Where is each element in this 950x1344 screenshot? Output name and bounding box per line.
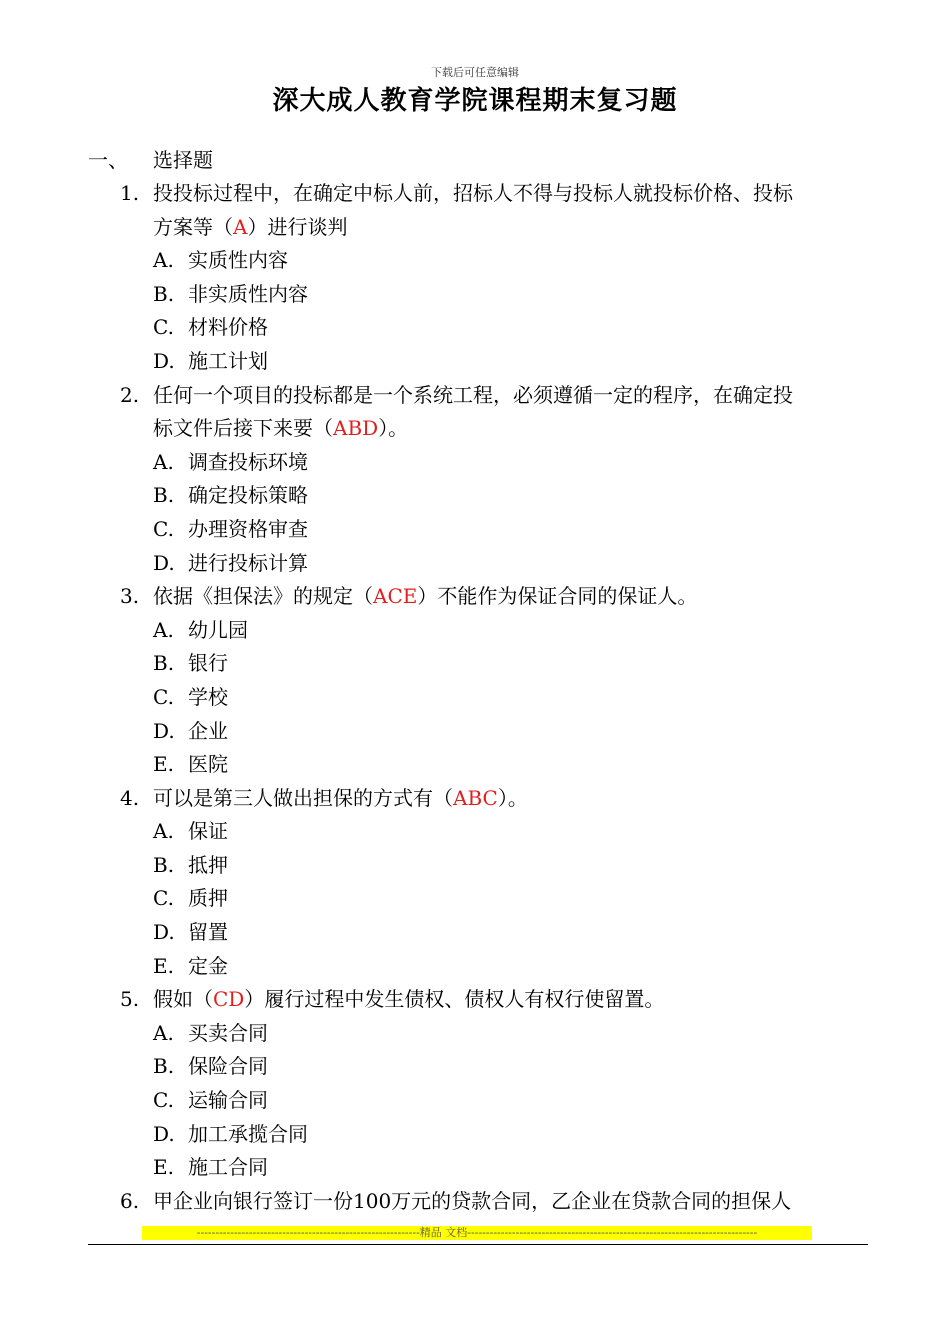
option-letter: B.: [153, 852, 175, 877]
option-text: 办理资格审查: [188, 516, 308, 541]
question-text-pre: 可以是第三人做出担保的方式有（: [153, 785, 453, 810]
option-item: [0, 311, 950, 345]
section-label: 选择题: [153, 148, 213, 172]
option-letter: C.: [153, 684, 174, 709]
option-item: [0, 849, 950, 883]
question-number: 1.: [120, 181, 140, 205]
question-line: [0, 412, 950, 446]
answer-key: ABC: [453, 785, 498, 810]
question-text-pre: 依据《担保法》的规定（: [153, 584, 373, 609]
question-text-post: ）进行谈判: [247, 214, 348, 239]
option-letter: C.: [153, 315, 174, 340]
option-letter: A.: [153, 819, 174, 844]
question-line: [0, 177, 950, 211]
option-item: [0, 882, 950, 916]
option-text: 保险合同: [188, 1054, 268, 1079]
footer-right-dashes: ------------------------------------------------------------------------------: [467, 1226, 758, 1239]
option-item: [0, 647, 950, 681]
option-text: 幼儿园: [188, 617, 248, 642]
option-item: [0, 513, 950, 547]
option-text: 进行投标计算: [188, 550, 308, 575]
question-text-post: ）不能作为保证合同的保证人。: [417, 584, 698, 609]
question-text: [153, 412, 408, 446]
option-text: 保证: [188, 819, 228, 844]
option-text: 医院: [188, 752, 228, 777]
option-text: 银行: [188, 651, 228, 676]
option-text: 确定投标策略: [188, 483, 308, 508]
question-text-pre: 投投标过程中，在确定中标人前，招标人不得与投标人就投标价格、投标: [153, 181, 793, 205]
answer-key: ACE: [373, 584, 418, 609]
footer-left-dashes: ------------------------------------------------------------: [196, 1226, 420, 1239]
question-text: [153, 782, 528, 816]
question-text: [153, 580, 697, 614]
option-item: [0, 614, 950, 648]
option-text: 运输合同: [188, 1088, 268, 1113]
question-number: 2.: [120, 382, 140, 407]
question-text: [153, 983, 664, 1017]
section-heading: [88, 144, 213, 173]
option-letter: C.: [153, 1088, 174, 1113]
option-text: 调查投标环境: [188, 449, 308, 474]
footer-bar: [142, 1226, 812, 1240]
question-number: 4.: [120, 785, 140, 810]
header-note: 下载后可任意编辑: [431, 66, 519, 79]
option-text: 质押: [188, 886, 228, 911]
option-text: 学校: [188, 684, 228, 709]
option-item: [0, 1084, 950, 1118]
option-item: [0, 244, 950, 278]
option-letter: E.: [153, 752, 174, 777]
option-letter: D.: [153, 348, 175, 373]
option-item: [0, 748, 950, 782]
option-item: [0, 278, 950, 312]
option-item: [0, 815, 950, 849]
option-item: [0, 446, 950, 480]
option-letter: B.: [153, 651, 175, 676]
option-item: [0, 950, 950, 984]
page-title: 深大成人教育学院课程期末复习题: [272, 86, 678, 116]
option-text: 企业: [188, 718, 228, 743]
question-line: [0, 782, 950, 816]
option-text: 施工计划: [188, 348, 268, 373]
question-line: [0, 983, 950, 1017]
footer-rule: [88, 1244, 868, 1245]
question-text-post: ）履行过程中发生债权、债权人有权行使留置。: [244, 987, 665, 1012]
answer-key: ABD: [333, 416, 379, 441]
option-text: 加工承揽合同: [188, 1121, 308, 1146]
question-line: [0, 1185, 950, 1219]
question-text-pre: 任何一个项目的投标都是一个系统工程，必须遵循一定的程序，在确定投: [153, 382, 793, 407]
question-list: [0, 177, 950, 1218]
question-number: 5.: [120, 987, 140, 1012]
option-letter: B.: [153, 483, 175, 508]
question-line: [0, 379, 950, 413]
option-item: [0, 479, 950, 513]
option-item: [0, 916, 950, 950]
option-letter: C.: [153, 516, 174, 541]
question-text-pre: 标文件后接下来要（: [153, 416, 333, 441]
option-item: [0, 1118, 950, 1152]
option-text: 施工合同: [188, 1155, 268, 1180]
option-text: 材料价格: [188, 315, 268, 340]
option-letter: A.: [153, 449, 174, 474]
option-item: [0, 345, 950, 379]
option-text: 定金: [188, 953, 228, 978]
question-text-post: ）。: [378, 416, 409, 441]
answer-key: A: [233, 214, 248, 239]
option-letter: A.: [153, 248, 174, 273]
option-letter: D.: [153, 1121, 175, 1146]
option-letter: B.: [153, 281, 175, 306]
option-letter: E.: [153, 953, 174, 978]
question-text-pre: 甲企业向银行签订一份100万元的贷款合同，乙企业在贷款合同的担保人: [153, 1188, 792, 1213]
option-letter: E.: [153, 1155, 174, 1180]
question-line: [0, 211, 950, 245]
question-text-post: ）。: [497, 785, 528, 810]
option-item: [0, 1050, 950, 1084]
option-letter: D.: [153, 920, 175, 945]
option-item: [0, 547, 950, 581]
option-item: [0, 1151, 950, 1185]
option-letter: D.: [153, 550, 175, 575]
question-number: 3.: [120, 584, 140, 609]
option-letter: A.: [153, 617, 174, 642]
option-letter: A.: [153, 1020, 174, 1045]
option-letter: C.: [153, 886, 174, 911]
question-line: [0, 580, 950, 614]
option-letter: D.: [153, 718, 175, 743]
option-item: [0, 1017, 950, 1051]
option-text: 非实质性内容: [188, 281, 308, 306]
question-text-pre: 方案等（: [153, 214, 233, 239]
question-text: [153, 1185, 791, 1219]
question-text: [153, 177, 793, 211]
question-text: [153, 211, 347, 245]
option-text: 留置: [188, 920, 228, 945]
question-text-pre: 假如（: [153, 987, 213, 1012]
option-text: 实质性内容: [188, 248, 288, 273]
option-item: [0, 681, 950, 715]
option-text: 买卖合同: [188, 1020, 268, 1045]
option-letter: B.: [153, 1054, 175, 1079]
option-text: 抵押: [188, 852, 228, 877]
footer-label: 精品 文档: [419, 1226, 468, 1239]
answer-key: CD: [213, 987, 245, 1012]
option-item: [0, 715, 950, 749]
question-text: [153, 379, 793, 413]
section-number: 一、: [88, 148, 128, 172]
question-number: 6.: [120, 1188, 140, 1213]
